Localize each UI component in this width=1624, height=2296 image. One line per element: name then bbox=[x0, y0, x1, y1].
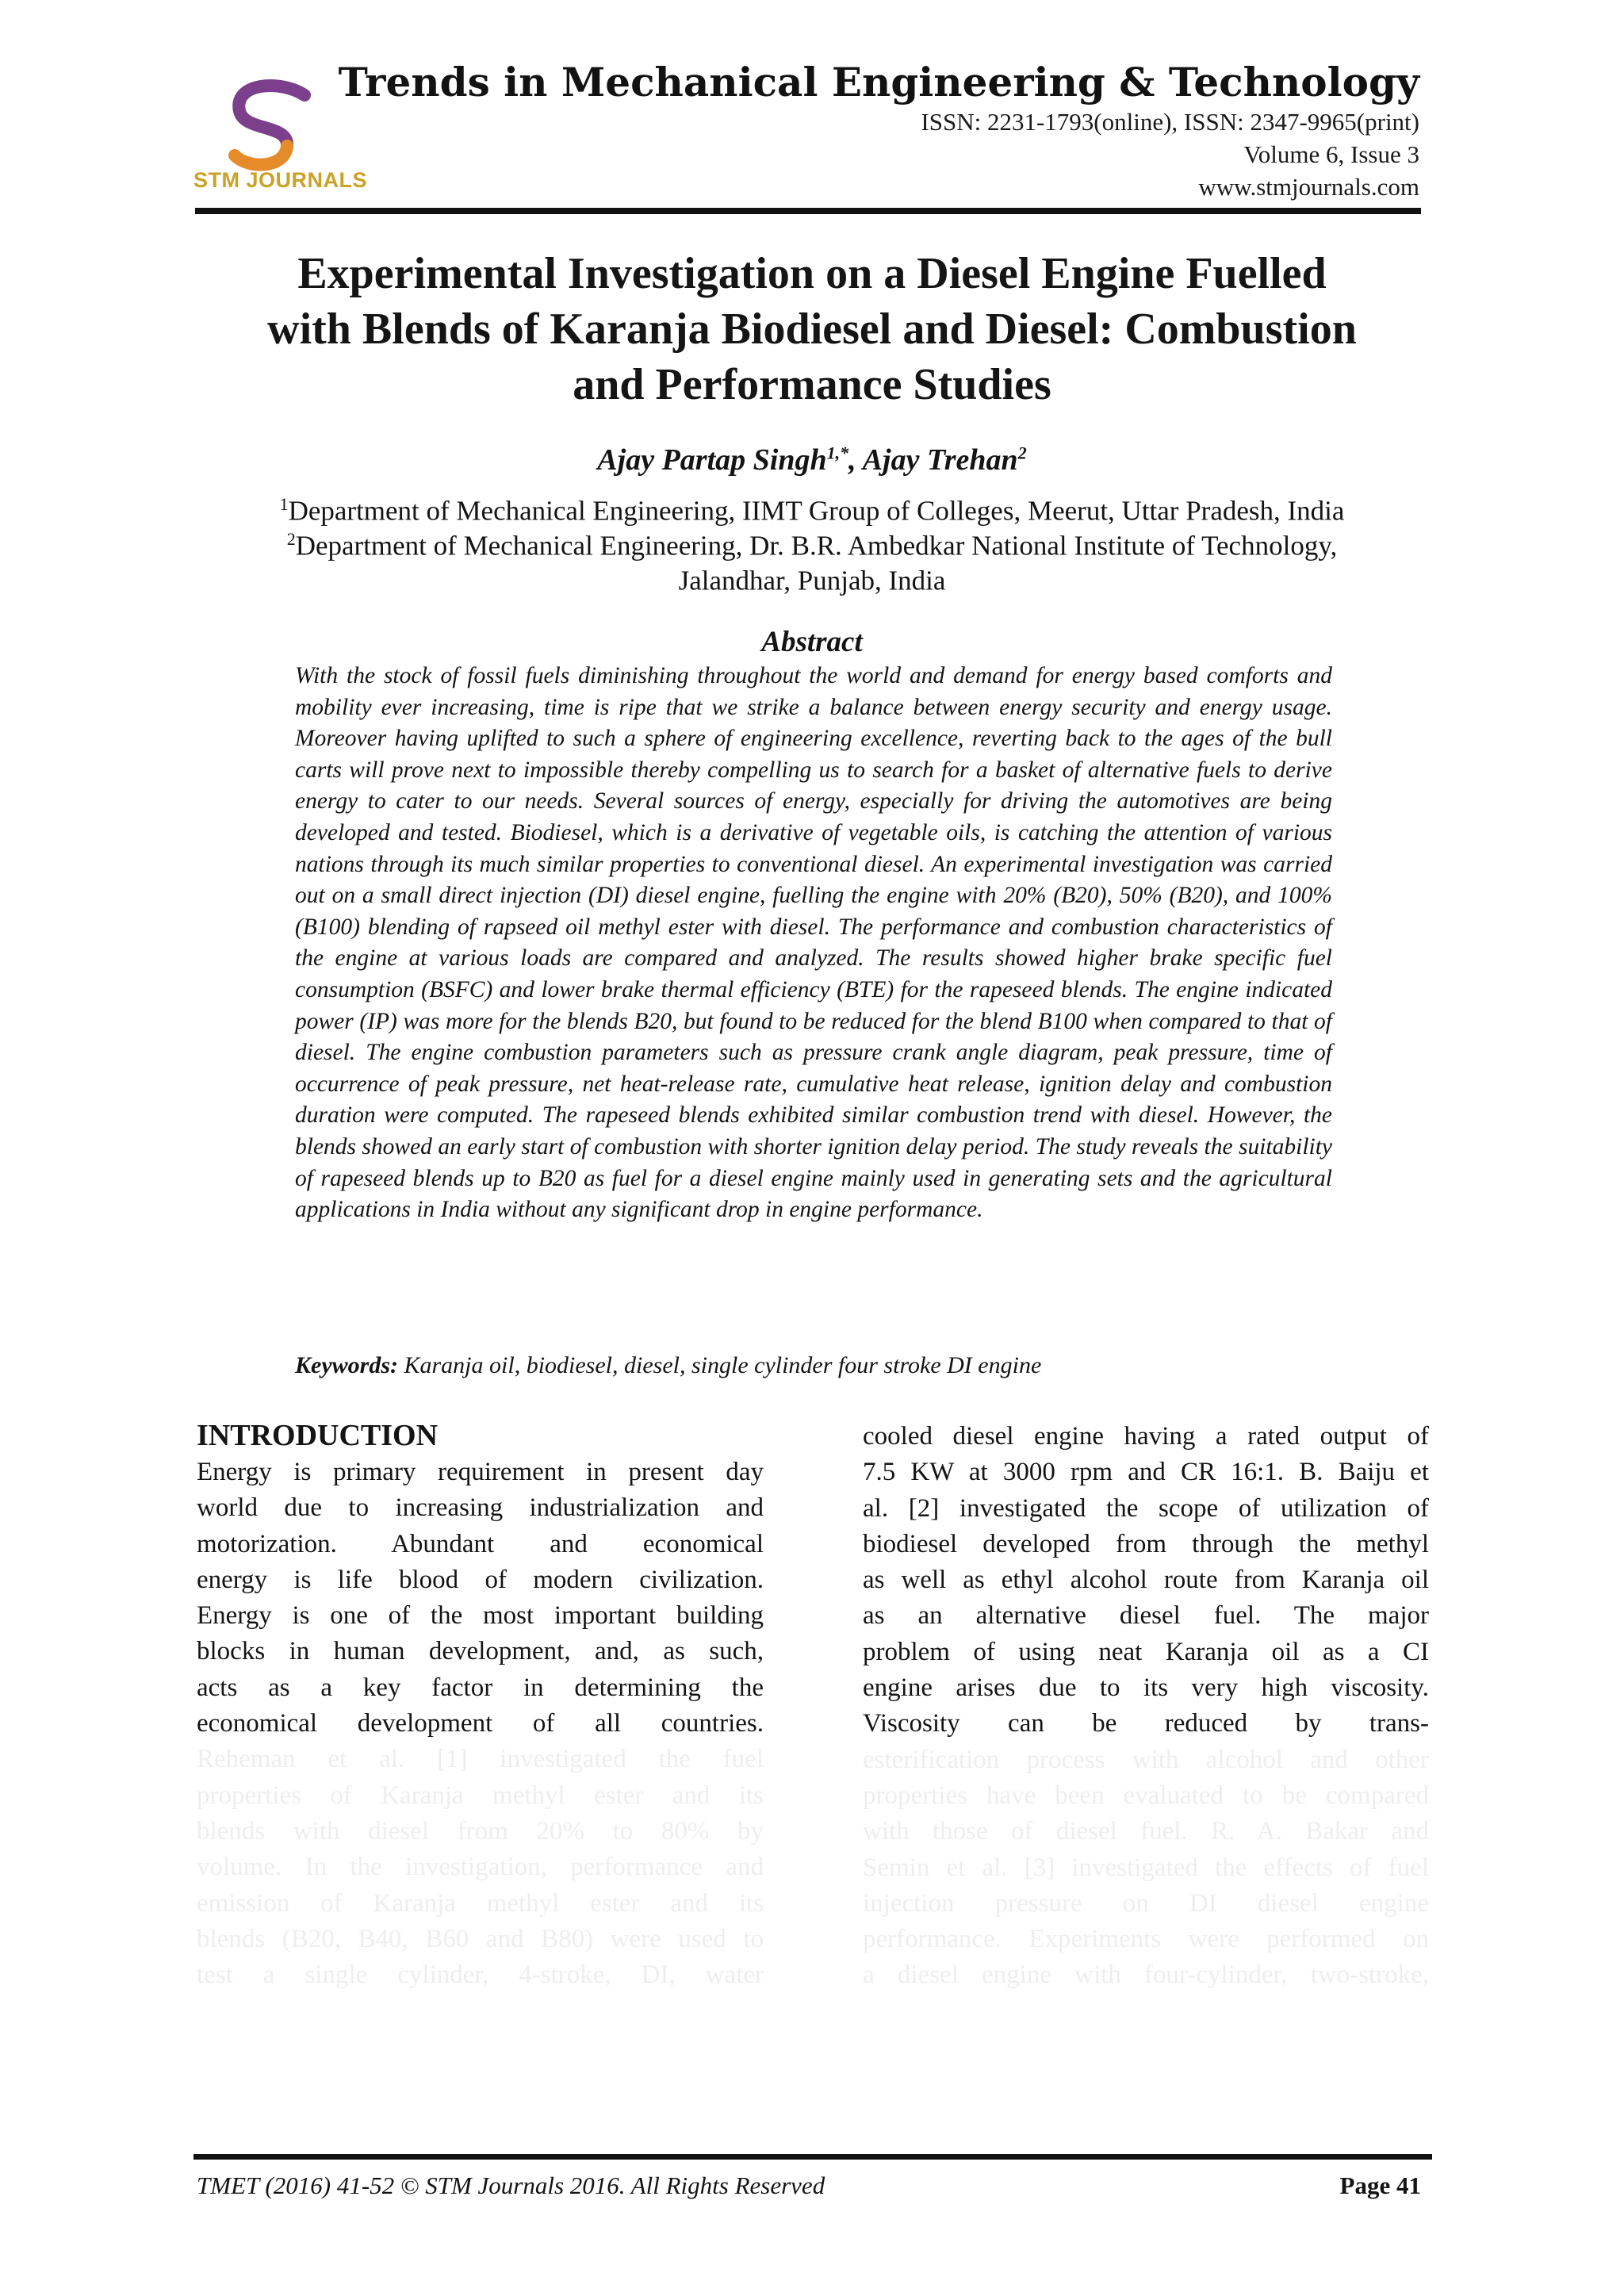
faded-body-line: blends (B20, B40, B60 and B80) were used to bbox=[197, 1924, 764, 1953]
author-name: Ajay Trehan bbox=[862, 443, 1018, 477]
faded-body-line: esterification process with alcohol and other bbox=[863, 1745, 1429, 1774]
keywords-text: Karanja oil, biodiesel, diesel, single cylinder four stroke DI engine bbox=[398, 1352, 1042, 1378]
affiliation-superscript: 1 bbox=[279, 494, 289, 514]
affiliation-text: Jalandhar, Punjab, India bbox=[678, 565, 946, 596]
body-line: blocks in human development, and, as such, bbox=[197, 1637, 764, 1666]
title-line: Experimental Investigation on a Diesel Engine Fuelled bbox=[297, 249, 1327, 298]
right-column bbox=[863, 1419, 1429, 1994]
faded-body-line: properties of Karanja methyl ester and its bbox=[197, 1780, 764, 1810]
page-number: Page 41 bbox=[1339, 2171, 1421, 2199]
body-line: Viscosity can be reduced by trans- bbox=[863, 1709, 1429, 1738]
faded-body-line: test a single cylinder, 4-stroke, DI, water bbox=[197, 1961, 764, 1990]
abstract-heading: Abstract bbox=[761, 626, 863, 658]
affiliation-text: Department of Mechanical Engineering, Dr. B.R. Ambedkar National Institute of Technology, bbox=[295, 530, 1338, 562]
keywords-label: Keywords: bbox=[295, 1352, 398, 1378]
author-superscript: 1,* bbox=[826, 443, 849, 463]
body-line: motorization. Abundant and economical bbox=[197, 1529, 764, 1558]
keywords bbox=[295, 1352, 1332, 1379]
author-name: Ajay Partap Singh bbox=[597, 443, 827, 477]
body-line: energy is life blood of modern civilization. bbox=[197, 1565, 764, 1594]
body-line: acts as a key factor in determining the bbox=[197, 1673, 764, 1702]
faded-body-line: injection pressure on DI diesel engine bbox=[863, 1888, 1429, 1918]
body-line: problem of using neat Karanja oil as a CI bbox=[863, 1637, 1429, 1666]
abstract-body: With the stock of fossil fuels diminishing throughout the world and demand for energy based comforts and mobility ever increasing, time is ripe that we strike a balance between energy security and energy usage. Moreover having uplifted to such a sphere of engineering excellence, reverting back to the ages of the bull carts will prove next to impossible thereby compelling us to search for a basket of alternative fuels to derive energy to cater to our needs. Several sources of energy, especially for driving the automotives are being developed and tested. Biodiesel, which is a derivative of vegetable oils, is catching the attention of various nations through its much similar properties to conventional diesel. An experimental investigation was carried out on a small direct injection (DI) diesel engine, fuelling the engine with 20% (B20), 50% (B20), and 100% (B100) blending of rapseed oil methyl ester with diesel. The performance and combustion characteristics of the engine at various loads are compared and analyzed. The results showed higher brake specific fuel consumption (BSFC) and lower brake thermal efficiency (BTE) for the rapeseed blends. The engine indicated power (IP) was more for the blends B20, but found to be reduced for the blend B100 when compared to that of diesel. The engine combustion parameters such as pressure crank angle diagram, peak pressure, time of occurrence of peak pressure, net heat-release rate, cumulative heat release, ignition delay and combustion duration were computed. The rapeseed blends exhibited similar combustion trend with diesel. However, the blends showed an early start of combustion with shorter ignition delay period. The study reveals the suitability of rapeseed blends up to B20 as fuel for a diesel engine mainly used in generating sets and the agricultural applications in India without any significant drop in engine performance. bbox=[295, 663, 1332, 1223]
faded-body-line: performance. Experiments were performed on bbox=[863, 1925, 1429, 1954]
logo-text: STM JOURNALS bbox=[193, 168, 368, 192]
journal-website: www.stmjournals.com bbox=[1198, 173, 1419, 201]
footer-rule bbox=[193, 2154, 1432, 2160]
affiliation bbox=[159, 557, 1465, 599]
title-line: with Blends of Karanja Biodiesel and Diesel: Combustion bbox=[267, 305, 1357, 354]
body-line: 7.5 KW at 3000 rpm and CR 16:1. B. Baiju et bbox=[863, 1458, 1429, 1487]
faded-body-line: blends with diesel from 20% to 80% by bbox=[197, 1816, 764, 1846]
title-line: and Performance Studies bbox=[573, 360, 1051, 409]
body-line: Energy is one of the most important building bbox=[197, 1601, 764, 1631]
footer-citation: TMET (2016) 41-52 © STM Journals 2016. All Rights Reserved bbox=[197, 2171, 825, 2199]
body-line: Energy is primary requirement in present day bbox=[197, 1458, 764, 1486]
author-list bbox=[159, 443, 1465, 477]
faded-body-line: with those of diesel fuel. R. A. Bakar and bbox=[863, 1817, 1429, 1846]
body-line: economical development of all countries. bbox=[197, 1709, 764, 1738]
body-line: biodiesel developed from through the methyl bbox=[863, 1529, 1429, 1558]
section-heading-introduction: INTRODUCTION bbox=[197, 1419, 439, 1452]
body-line: al. [2] investigated the scope of utilization of bbox=[863, 1493, 1429, 1523]
author-separator: , bbox=[848, 443, 863, 477]
affiliation-text: Department of Mechanical Engineering, IIMT Group of Colleges, Meerut, Uttar Pradesh, India bbox=[288, 495, 1345, 527]
journal-title: Trends in Mechanical Engineering & Technology bbox=[338, 59, 1419, 105]
faded-body-line: emission of Karanja methyl ester and its bbox=[197, 1888, 764, 1918]
body-line: as an alternative diesel fuel. The major bbox=[863, 1601, 1429, 1631]
body-line: cooled diesel engine having a rated output of bbox=[863, 1422, 1429, 1451]
header-rule bbox=[195, 208, 1421, 214]
faded-body-line: properties have been evaluated to be compared bbox=[863, 1780, 1429, 1810]
body-line: engine arises due to its very high viscosity. bbox=[863, 1673, 1429, 1703]
faded-body-line: Semin et al. [3] investigated the effects of fuel bbox=[863, 1853, 1429, 1882]
faded-body-line: volume. In the investigation, performance and bbox=[197, 1853, 764, 1882]
issn: ISSN: 2231-1793(online), ISSN: 2347-9965(print) bbox=[921, 108, 1419, 136]
faded-body-line: a diesel engine with four-cylinder, two-stroke, bbox=[863, 1961, 1429, 1990]
left-column bbox=[197, 1455, 764, 1993]
volume-issue: Volume 6, Issue 3 bbox=[1243, 140, 1419, 168]
paper-title bbox=[159, 246, 1465, 412]
affiliation-superscript: 2 bbox=[286, 529, 296, 549]
body-line: as well as ethyl alcohol route from Karanja oil bbox=[863, 1566, 1429, 1595]
faded-body-line: Reheman et al. [1] investigated the fuel bbox=[197, 1745, 764, 1774]
author-superscript: 2 bbox=[1017, 443, 1027, 463]
body-line: world due to increasing industrialization and bbox=[197, 1493, 764, 1523]
